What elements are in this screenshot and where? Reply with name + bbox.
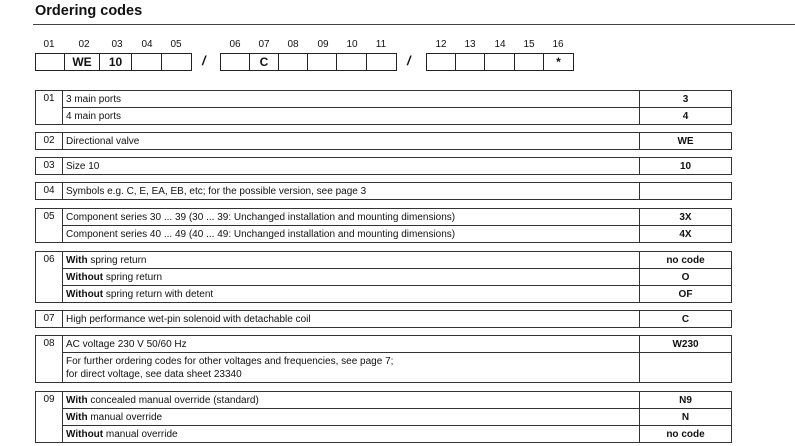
section-number: 09 [36, 392, 63, 443]
option-description [63, 252, 640, 269]
slash-separator: / [407, 53, 411, 68]
option-code: 4X [640, 226, 732, 243]
section-05 [35, 208, 732, 243]
option-description [63, 392, 640, 409]
option-text: manual override [103, 428, 178, 440]
option-description [63, 269, 640, 286]
section-number: 06 [36, 252, 63, 303]
position-number: 14 [494, 39, 506, 50]
section-02 [35, 132, 732, 150]
page-title: Ordering codes [35, 3, 143, 19]
option-code: no code [640, 252, 732, 269]
code-box [278, 53, 308, 71]
code-box [307, 53, 337, 71]
slash-separator: / [202, 53, 206, 68]
code-box: WE [64, 53, 100, 71]
option-text: spring return [87, 254, 147, 266]
option-text: concealed manual override (standard) [87, 394, 259, 406]
voltage-note [63, 353, 640, 383]
section-number: 04 [36, 183, 63, 200]
position-number: 04 [141, 39, 153, 50]
option-code: N9 [640, 392, 732, 409]
code-box [426, 53, 456, 71]
section-number: 05 [36, 209, 63, 243]
option-emphasis: Without [66, 271, 104, 283]
option-emphasis: With [66, 254, 88, 266]
code-box: C [249, 53, 279, 71]
option-description: High performance wet-pin solenoid with detachable coil [63, 311, 640, 328]
section-01 [35, 90, 732, 125]
voltage-note-line: For further ordering codes for other voltages and frequencies, see page 7; [66, 355, 394, 367]
position-number: 08 [287, 39, 299, 50]
position-number: 07 [258, 39, 270, 50]
position-number: 13 [464, 39, 476, 50]
option-text: spring return [103, 271, 163, 283]
option-emphasis: Without [66, 428, 104, 440]
option-code: N [640, 409, 732, 426]
option-emphasis: Without [66, 288, 104, 300]
option-description [63, 426, 640, 443]
code-box [35, 53, 65, 71]
position-number: 11 [375, 39, 387, 50]
position-number: 15 [523, 39, 535, 50]
position-number: 06 [229, 39, 241, 50]
code-box [220, 53, 250, 71]
option-code: 3 [640, 91, 732, 108]
position-number: 01 [43, 39, 55, 50]
section-03 [35, 157, 732, 175]
option-code: W230 [640, 336, 732, 353]
option-code: 4 [640, 108, 732, 125]
section-number: 08 [36, 336, 63, 383]
section-number: 07 [36, 311, 63, 328]
option-code: O [640, 269, 732, 286]
position-number: 05 [170, 39, 182, 50]
section-number: 01 [36, 91, 63, 125]
option-code: C [640, 311, 732, 328]
code-box: 10 [99, 53, 132, 71]
option-text: manual override [87, 411, 163, 423]
position-number: 02 [78, 39, 90, 50]
section-07 [35, 310, 732, 328]
title-rule [33, 24, 795, 25]
code-box [484, 53, 515, 71]
option-description: 4 main ports [63, 108, 640, 125]
position-number: 03 [111, 39, 123, 50]
option-description: Symbols e.g. C, E, EA, EB, etc; for the possible version, see page 3 [63, 183, 640, 200]
option-description: 3 main ports [63, 91, 640, 108]
option-description: Component series 40 ... 49 (40 ... 49: Unchanged installation and mounting dimensions) [63, 226, 640, 243]
option-description: AC voltage 230 V 50/60 Hz [63, 336, 640, 353]
code-box [514, 53, 544, 71]
option-code: 10 [640, 158, 732, 175]
code-box [366, 53, 397, 71]
option-description [63, 409, 640, 426]
section-04 [35, 182, 732, 200]
voltage-note-line: for direct voltage, see data sheet 23340 [66, 368, 242, 380]
option-emphasis: With [66, 411, 88, 423]
option-code: no code [640, 426, 732, 443]
position-numbers [0, 39, 795, 51]
option-code: WE [640, 133, 732, 150]
code-box: * [543, 53, 574, 71]
position-number: 10 [346, 39, 358, 50]
position-number: 12 [435, 39, 447, 50]
code-box [455, 53, 485, 71]
option-description: Size 10 [63, 158, 640, 175]
option-code-empty [640, 353, 732, 383]
section-number: 02 [36, 133, 63, 150]
option-code: OF [640, 286, 732, 303]
section-08 [35, 335, 732, 383]
position-number: 09 [317, 39, 329, 50]
option-code [640, 183, 732, 200]
option-text: spring return with detent [103, 288, 214, 300]
section-09 [35, 391, 732, 443]
code-box [131, 53, 162, 71]
option-code: 3X [640, 209, 732, 226]
option-emphasis: With [66, 394, 88, 406]
option-description: Directional valve [63, 133, 640, 150]
option-description: Component series 30 ... 39 (30 ... 39: Unchanged installation and mounting dimensions) [63, 209, 640, 226]
code-box [336, 53, 367, 71]
option-description [63, 286, 640, 303]
section-number: 03 [36, 158, 63, 175]
position-number: 16 [552, 39, 564, 50]
code-box [161, 53, 192, 71]
section-06 [35, 251, 732, 303]
